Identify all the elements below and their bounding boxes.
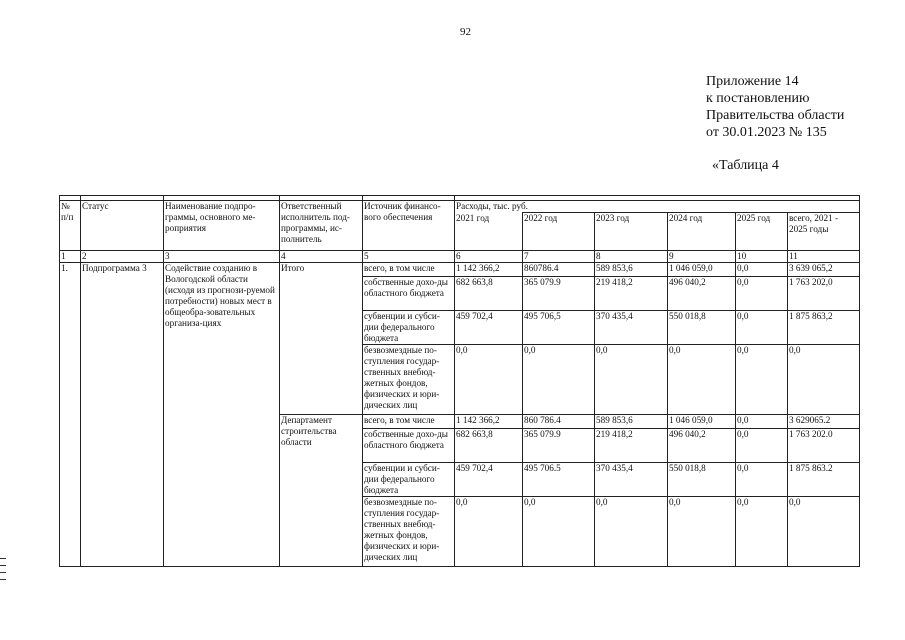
column-number: 4 (280, 251, 363, 263)
column-number: 1 (60, 251, 81, 263)
value-cell: 0,0 (736, 345, 788, 415)
value-cell: 0,0 (736, 463, 788, 497)
column-number: 3 (164, 251, 280, 263)
value-cell: 860 786.4 (523, 415, 595, 429)
value-cell: 0,0 (736, 497, 788, 567)
appendix-line-4: от 30.01.2023 № 135 (706, 125, 827, 140)
source-cell: безвозмездные по-ступления государ-ственных внебюд-жетных фондов, физических и юри-дических лиц (363, 497, 455, 567)
value-cell: 495 706,5 (523, 311, 595, 345)
source-cell: собственные дохо-ды областного бюджета (363, 277, 455, 311)
header-year: 2022 год (523, 213, 595, 251)
margin-mark (0, 565, 6, 566)
value-cell: 370 435,4 (595, 463, 668, 497)
value-cell: 589 853,6 (595, 263, 668, 277)
value-cell: 0,0 (595, 497, 668, 567)
value-cell: 3 629065.2 (788, 415, 860, 429)
header-year: 2025 год (736, 213, 788, 251)
value-cell: 0,0 (455, 497, 523, 567)
column-number: 9 (668, 251, 736, 263)
table-caption: «Таблица 4 (712, 158, 779, 173)
value-cell: 0,0 (736, 415, 788, 429)
margin-mark (0, 572, 6, 573)
value-cell: 1 763 202,0 (788, 277, 860, 311)
value-cell: 0,0 (736, 311, 788, 345)
value-cell: 0,0 (736, 277, 788, 311)
column-number: 7 (523, 251, 595, 263)
source-cell: всего, в том числе (363, 415, 455, 429)
appendix-header (706, 73, 844, 141)
header-name: Наименование подпро-граммы, основного ме-роприятия (164, 201, 280, 251)
column-number: 10 (736, 251, 788, 263)
header-year: 2024 год (668, 213, 736, 251)
value-cell: 0,0 (736, 429, 788, 463)
source-cell: безвозмездные по-ступления государ-ственных внебюд-жетных фондов, физических и юри-дических лиц (363, 345, 455, 415)
header-status: Статус (81, 201, 164, 251)
value-cell: 0,0 (523, 345, 595, 415)
row-number: 1. (60, 263, 81, 567)
value-cell: 219 418,2 (595, 429, 668, 463)
margin-marks (0, 558, 8, 586)
margin-mark (0, 579, 6, 580)
value-cell: 495 706.5 (523, 463, 595, 497)
header-row-1 (60, 201, 860, 213)
table-row (60, 263, 860, 277)
value-cell: 0,0 (668, 497, 736, 567)
column-number-row (60, 251, 860, 263)
source-cell: субвенции и субси-дии федерального бюджета (363, 311, 455, 345)
appendix-line-1: Приложение 14 (706, 74, 799, 89)
value-cell: 1 046 059,0 (668, 415, 736, 429)
executor-cell: Департамент строительства области (280, 415, 363, 567)
value-cell: 550 018,8 (668, 311, 736, 345)
value-cell: 860786.4 (523, 263, 595, 277)
value-cell: 365 079.9 (523, 429, 595, 463)
column-number: 6 (455, 251, 523, 263)
value-cell: 0,0 (523, 497, 595, 567)
header-year: 2021 год (455, 213, 523, 251)
value-cell: 0,0 (595, 345, 668, 415)
value-cell: 459 702,4 (455, 311, 523, 345)
header-num: № п/п (60, 201, 81, 251)
source-cell: субвенции и субси-дии федерального бюджета (363, 463, 455, 497)
value-cell: 0,0 (736, 263, 788, 277)
value-cell: 365 079.9 (523, 277, 595, 311)
value-cell: 1 046 059,0 (668, 263, 736, 277)
value-cell: 0,0 (668, 345, 736, 415)
column-number: 2 (81, 251, 164, 263)
value-cell: 3 639 065,2 (788, 263, 860, 277)
value-cell: 1 763 202.0 (788, 429, 860, 463)
value-cell: 0,0 (788, 345, 860, 415)
value-cell: 1 875 863,2 (788, 311, 860, 345)
value-cell: 0,0 (455, 345, 523, 415)
value-cell: 370 435,4 (595, 311, 668, 345)
value-cell: 550 018,8 (668, 463, 736, 497)
value-cell: 1 142 366,2 (455, 415, 523, 429)
value-cell: 219 418,2 (595, 277, 668, 311)
value-cell: 682 663,8 (455, 277, 523, 311)
column-number: 5 (363, 251, 455, 263)
value-cell: 1 142 366,2 (455, 263, 523, 277)
value-cell: 682 663,8 (455, 429, 523, 463)
header-expenses: Расходы, тыс. руб. (455, 201, 860, 213)
value-cell: 496 040,2 (668, 429, 736, 463)
value-cell: 1 875 863.2 (788, 463, 860, 497)
executor-cell: Итого (280, 263, 363, 415)
column-number: 8 (595, 251, 668, 263)
column-number: 11 (788, 251, 860, 263)
header-total: всего, 2021 - 2025 годы (788, 213, 860, 251)
appendix-line-3: Правительства области (706, 108, 845, 123)
page-number: 92 (460, 26, 471, 38)
header-source: Источник финансо-вого обеспечения (363, 201, 455, 251)
value-cell: 496 040,2 (668, 277, 736, 311)
value-cell: 459 702,4 (455, 463, 523, 497)
header-year: 2023 год (595, 213, 668, 251)
source-cell: всего, в том числе (363, 263, 455, 277)
appendix-line-2: к постановлению (706, 91, 810, 106)
source-cell: собственные дохо-ды областного бюджета (363, 429, 455, 463)
budget-table (59, 195, 860, 567)
value-cell: 0,0 (788, 497, 860, 567)
row-name: Содействие созданию в Вологодской области (исходя из прогнози-руемой потребности) новых мест в общеобра-зовательных организа-циях (164, 263, 280, 567)
margin-mark (0, 558, 6, 559)
header-executor: Ответственный исполнитель под-программы, ис-полнитель (280, 201, 363, 251)
value-cell: 589 853,6 (595, 415, 668, 429)
row-status: Подпрограмма 3 (81, 263, 164, 567)
